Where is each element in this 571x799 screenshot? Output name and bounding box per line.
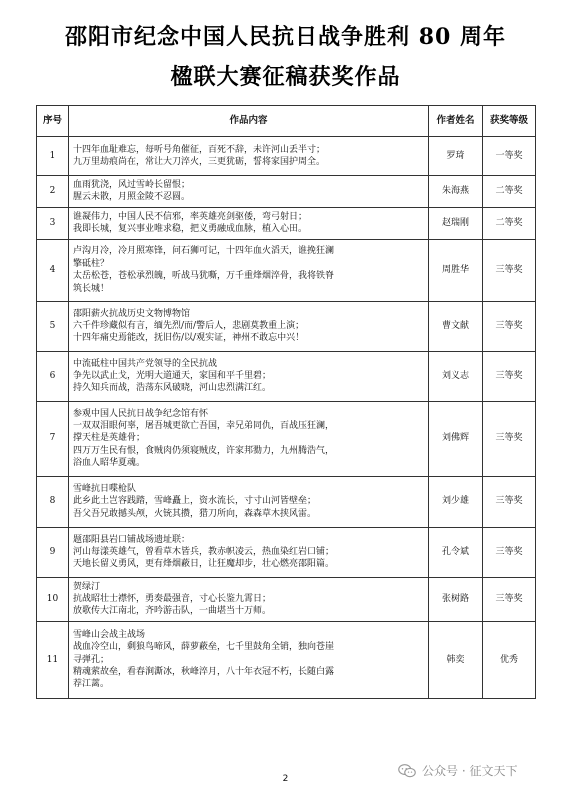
award-level: 二等奖	[483, 207, 536, 239]
content-line: 争先以武止戈，光明大道通天，家国和平千里碧；	[73, 370, 272, 381]
content-line: 抗战昭壮士襟怀，勇奏最强音，寸心长鉴九霄日；	[73, 594, 272, 605]
content-line: 战血冷空山，剩狼鸟啼风，薛萝蔽垒，七千里鼓角全销，独向苍崖	[73, 642, 335, 653]
author-name: 罗琦	[429, 137, 483, 176]
work-content	[69, 301, 429, 351]
content-line: 放歌传大江南北，齐吟游击队，一曲堪当十万师。	[73, 606, 272, 617]
header-num: 序号	[37, 106, 69, 137]
content-line: 六千件珍藏似有言，缅先烈/而/警后人，悲剧莫教重上演；	[73, 320, 305, 331]
content-line: 卢沟月冷，冷月照寒锋，问石狮可记，十四年血火滔天，谁挽狂澜	[73, 246, 335, 257]
content-line: 筑长城！	[73, 283, 110, 294]
work-content	[69, 476, 429, 527]
award-level: 优秀	[483, 621, 536, 698]
author-name: 刘佛辉	[429, 401, 483, 476]
table-row	[37, 137, 536, 176]
table-row	[37, 301, 536, 351]
award-level: 三等奖	[483, 476, 536, 527]
row-number: 9	[37, 527, 69, 577]
table-body	[37, 137, 536, 699]
content-line: 撑天柱是英雄骨；	[73, 433, 146, 444]
content-line: 寻弹孔；	[73, 654, 110, 665]
row-number: 6	[37, 351, 69, 401]
table-row	[37, 621, 536, 698]
content-line: 浴血人昭华夏魂。	[73, 458, 146, 469]
award-level: 二等奖	[483, 176, 536, 208]
award-level: 三等奖	[483, 301, 536, 351]
work-content	[69, 621, 429, 698]
content-line: 此乡此土岂容践踏，雪峰矗上，资水流长，寸寸山河皆壁垒；	[73, 496, 317, 507]
content-line: 精魂萦故垒，看春涧澌冰，秋峰淬月，八十年衣冠不朽，长随白露	[73, 667, 335, 678]
row-number: 10	[37, 577, 69, 621]
content-line: 天地长留义勇风，更有烽烟蔽日，让狂魔却步，壮心燃亮邵阳篇。	[73, 559, 335, 570]
table-row	[37, 176, 536, 208]
row-number: 4	[37, 239, 69, 301]
author-name: 朱海燕	[429, 176, 483, 208]
work-content	[69, 577, 429, 621]
table-row	[37, 527, 536, 577]
content-line: 雪峰山会战主战场	[73, 629, 146, 640]
table-row	[37, 476, 536, 527]
author-name: 赵瑞刚	[429, 207, 483, 239]
work-content	[69, 401, 429, 476]
table-row	[37, 207, 536, 239]
content-line: 四万万生民有恨，食贼肉仍须寝贼皮，许家邦勠力，九州腾浩气，	[73, 445, 335, 456]
table-row	[37, 577, 536, 621]
content-line: 中流砥柱中国共产党领导的全民抗战	[73, 358, 218, 369]
content-line: 我即长城，复兴事业唯求稳，把义勇融成血脉，植入心田。	[73, 224, 308, 235]
content-line: 十四年血耻难忘，每听号角催征，百死不辞，未许河山丢半寸；	[73, 144, 326, 155]
content-line: 参观中国人民抗日战争纪念馆有怀	[73, 408, 209, 419]
work-content	[69, 207, 429, 239]
header-content: 作品内容	[69, 106, 429, 137]
content-line: 血雨犹浇，风过雪岭长留恨；	[73, 180, 191, 190]
content-line: 雪峰抗日喋枪队	[73, 484, 137, 495]
content-line: 腥云未散，月照金陵不忍圆。	[73, 192, 191, 203]
award-level: 三等奖	[483, 401, 536, 476]
author-name: 孔令斌	[429, 527, 483, 577]
author-name: 曹文献	[429, 301, 483, 351]
page-number: 2	[282, 774, 289, 784]
row-number: 1	[37, 137, 69, 176]
content-line: 贺绿汀	[73, 581, 101, 592]
award-level: 三等奖	[483, 577, 536, 621]
awards-table	[36, 105, 536, 699]
row-number: 7	[37, 401, 69, 476]
row-number: 8	[37, 476, 69, 527]
table-header-row	[37, 106, 536, 137]
author-name: 韩奕	[429, 621, 483, 698]
content-line: 擎砥柱？	[73, 258, 110, 269]
content-line: 吾父吾兄敢撼头颅，火铳其攒，猎刀所向，森森草木挟风雷。	[73, 508, 317, 519]
header-award: 获奖等级	[483, 106, 536, 137]
author-name: 张树路	[429, 577, 483, 621]
content-line: 谁凝伟力，中国人民不信邪，率英雄亮剑驱倭，弯弓射日；	[73, 211, 308, 222]
content-line: 持久知兵而战，浩荡东风破晓，河山忠烈满江红。	[73, 383, 272, 394]
wechat-icon	[398, 763, 416, 779]
work-content	[69, 239, 429, 301]
content-line: 邵阳薪火抗战历史文物博物馆	[73, 308, 191, 319]
content-line: 太岳松苍，苍松承烈魄，听战马犹嘶，万千重烽烟淬骨，我将铁脊	[73, 271, 335, 282]
work-content	[69, 137, 429, 176]
row-number: 2	[37, 176, 69, 208]
award-level: 三等奖	[483, 351, 536, 401]
row-number: 11	[37, 621, 69, 698]
work-content	[69, 176, 429, 208]
content-line: 十四年痛史焉能改，抚旧伤/以/观实证，神州不敢忘中兴！	[73, 333, 305, 344]
work-content	[69, 351, 429, 401]
award-level: 三等奖	[483, 527, 536, 577]
watermark-text: 公众号 · 征文天下	[422, 764, 518, 778]
content-line: 荐江蓠。	[73, 679, 110, 690]
author-name: 刘义志	[429, 351, 483, 401]
row-number: 3	[37, 207, 69, 239]
table-row	[37, 401, 536, 476]
content-line: 九万里劫痕尚在，常让大刀淬火，三更犹砺，誓将家国护周全。	[73, 157, 326, 167]
work-content	[69, 527, 429, 577]
watermark	[398, 762, 517, 779]
header-author: 作者姓名	[429, 106, 483, 137]
content-line: 河山每漾英雄气，曾看草木皆兵，教赤帜凌云，热血染红岩口铺；	[73, 546, 335, 557]
award-level: 一等奖	[483, 137, 536, 176]
table-row	[37, 239, 536, 301]
content-line: 一双双泪眼何辜，屠吾城更欲亡吾国，幸兄弟同仇，百战压狂澜，	[73, 421, 335, 432]
author-name: 周胜华	[429, 239, 483, 301]
table-row	[37, 351, 536, 401]
content-line: 题邵阳县岩口铺战场遗址联：	[73, 534, 191, 545]
page-title-line1: 邵阳市纪念中国人民抗日战争胜利 80 周年	[65, 24, 506, 50]
author-name: 刘少雄	[429, 476, 483, 527]
page-title-line2: 楹联大赛征稿获奖作品	[170, 64, 401, 90]
award-level: 三等奖	[483, 239, 536, 301]
row-number: 5	[37, 301, 69, 351]
